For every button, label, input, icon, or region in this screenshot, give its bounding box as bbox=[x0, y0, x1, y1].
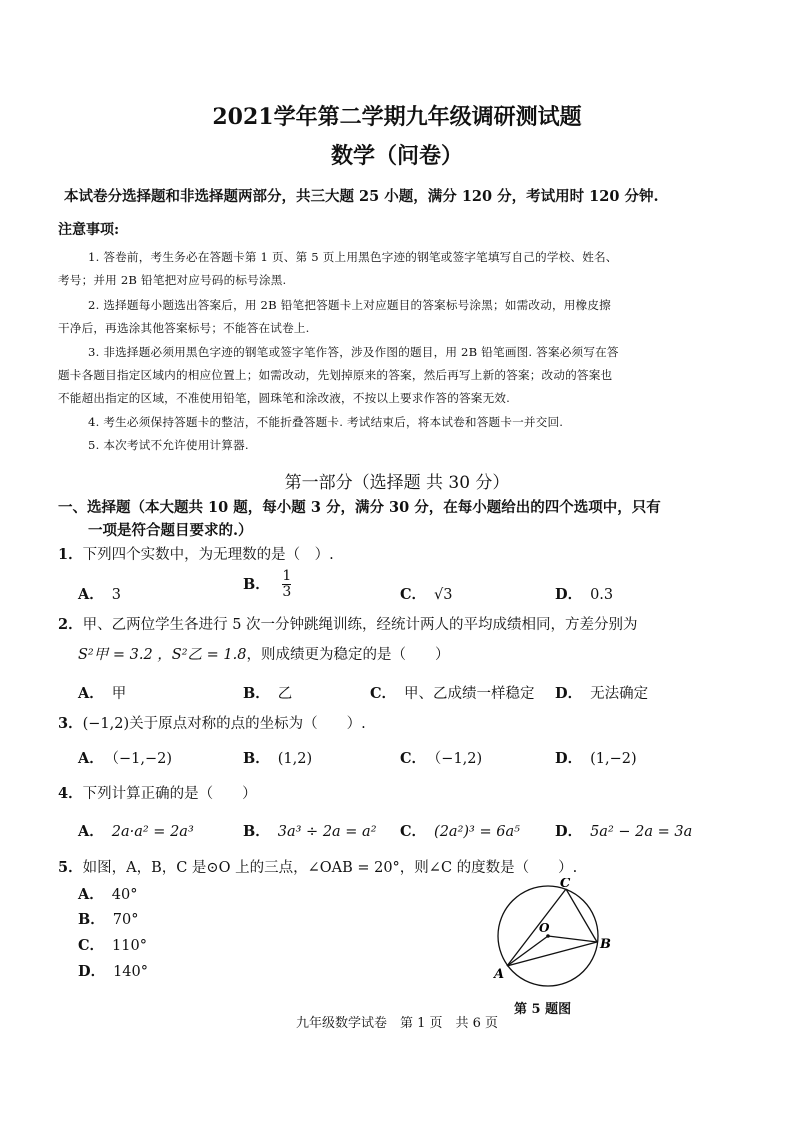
option-a[interactable]: A． （−1,−2) bbox=[78, 750, 173, 767]
option-a[interactable]: A． 3 bbox=[78, 586, 121, 603]
exam-intro: 本试卷分选择题和非选择题两部分，共三大题 25 小题，满分 120 分，考试用时 120 分钟. bbox=[64, 188, 659, 205]
option-b[interactable]: B． 70° bbox=[78, 911, 139, 928]
question-number: 5． bbox=[58, 859, 83, 876]
note-line: 干净后，再选涂其他答案标号；不能答在试卷上. bbox=[58, 321, 310, 335]
option-c[interactable]: C． 110° bbox=[78, 937, 147, 954]
option-b[interactable]: B． (1,2) bbox=[243, 750, 313, 767]
label-a: A bbox=[494, 967, 505, 982]
note-line: 不能超出指定的区域，不准使用铅笔，圆珠笔和涂改液，不按以上要求作答的答案无效. bbox=[58, 391, 511, 405]
segment-ac bbox=[507, 889, 566, 966]
option-c[interactable]: C． √3 bbox=[400, 586, 453, 603]
question-text: 下列计算正确的是（ ） bbox=[82, 786, 257, 802]
question-5 bbox=[58, 856, 577, 877]
exam-title: 2021学年第二学期九年级调研测试题 bbox=[212, 104, 582, 130]
figure-caption: 第 5 题图 bbox=[514, 1002, 572, 1017]
option-b[interactable]: B． 乙 bbox=[243, 685, 293, 702]
label-c: C bbox=[560, 878, 571, 891]
question-text: 下列四个实数中，为无理数的是（ ）. bbox=[82, 547, 334, 563]
label-o: O bbox=[539, 921, 550, 935]
fraction: $\frac{1}{3}$ bbox=[282, 568, 292, 601]
segment-ao bbox=[507, 936, 548, 966]
question-number: 3． bbox=[58, 715, 83, 732]
option-a[interactable]: A． 甲 bbox=[78, 685, 127, 702]
notes-heading: 注意事项: bbox=[58, 222, 120, 238]
question-number: 4． bbox=[58, 785, 83, 802]
note-line: 3. 非选择题必须用黑色字迹的钢笔或签字笔作答，涉及作图的题目，用 2B 铅笔画图. 答案必须写在答 bbox=[88, 345, 619, 359]
note-line: 2. 选择题每小题选出答案后，用 2B 铅笔把答题卡上对应题目的答案标号涂黑；如需改动，用橡皮擦 bbox=[88, 298, 611, 312]
option-b[interactable]: B． 3a³ ÷ 2a = a² bbox=[243, 823, 377, 840]
note-line: 考号；并用 2B 铅笔把对应号码的标号涂黑. bbox=[58, 273, 287, 287]
option-a[interactable]: A． 40° bbox=[78, 886, 138, 903]
note-line: 5. 本次考试不允许使用计算器. bbox=[88, 438, 249, 452]
page-footer: 九年级数学试卷 第 1 页 共 6 页 bbox=[295, 1016, 499, 1031]
option-d[interactable]: D． (1,−2) bbox=[555, 750, 637, 767]
section-heading-cont: 一项是符合题目要求的.） bbox=[88, 522, 253, 539]
label-b: B bbox=[600, 937, 611, 952]
option-c[interactable]: C． （−1,2) bbox=[400, 750, 483, 767]
question-number: 1． bbox=[58, 546, 83, 563]
option-c[interactable]: C． (2a²)³ = 6a⁵ bbox=[400, 823, 520, 840]
option-c[interactable]: C． 甲、乙成绩一样稳定 bbox=[370, 685, 535, 702]
question-number: 2． bbox=[58, 616, 83, 633]
question-3 bbox=[58, 712, 366, 733]
question-text: 如图，A，B，C 是⊙O 上的三点，∠OAB = 20°，则∠C 的度数是（ ）. bbox=[82, 860, 578, 876]
option-a[interactable]: A． 2a·a² = 2a³ bbox=[78, 823, 194, 840]
question-4 bbox=[58, 782, 257, 803]
section-heading: 一、选择题（本大题共 10 题，每小题 3 分，满分 30 分，在每小题给出的四个选项中，只有 bbox=[58, 499, 661, 516]
note-line: 题卡各题目指定区域内的相应位置上；如需改动，先划掉原来的答案，然后再写上新的答案；改动的答案也 bbox=[58, 368, 613, 382]
option-d[interactable]: D． 140° bbox=[78, 963, 149, 980]
option-d[interactable]: D． 无法确定 bbox=[555, 685, 649, 702]
exam-subtitle: 数学（问卷） bbox=[330, 143, 463, 169]
option-b[interactable]: B． $\frac{1}{3}$ bbox=[243, 568, 292, 601]
variance-expression: S²甲 = 3.2 ，S²乙 = 1.8 bbox=[78, 647, 247, 663]
note-line: 4. 考生必须保持答题卡的整洁，不能折叠答题卡. 考试结束后，将本试卷和答题卡一并交回. bbox=[88, 415, 564, 429]
question-text: (−1,2)关于原点对称的点的坐标为（ ）. bbox=[82, 716, 366, 732]
segment-cb bbox=[566, 889, 597, 942]
option-d[interactable]: D． 0.3 bbox=[555, 586, 614, 603]
segment-ab bbox=[507, 942, 597, 966]
circle-figure bbox=[490, 878, 620, 990]
note-line: 1. 答卷前，考生务必在答题卡第 1 页、第 5 页上用黑色字迹的钢笔或签字笔填写自己的学校、姓名、 bbox=[88, 250, 618, 264]
question-text: 甲、乙两位学生各进行 5 次一分钟跳绳训练，经统计两人的平均成绩相同，方差分别为 bbox=[82, 617, 638, 633]
segment-ob bbox=[548, 936, 597, 942]
question-1 bbox=[58, 543, 334, 564]
question-2 bbox=[58, 613, 638, 634]
question-2-cont: S²甲 = 3.2 ，S²乙 = 1.8，则成绩更为稳定的是（ ） bbox=[78, 647, 450, 663]
option-d[interactable]: D． 5a² − 2a = 3a bbox=[555, 823, 693, 840]
part-heading: 第一部分（选择题 共 30 分） bbox=[284, 473, 510, 493]
